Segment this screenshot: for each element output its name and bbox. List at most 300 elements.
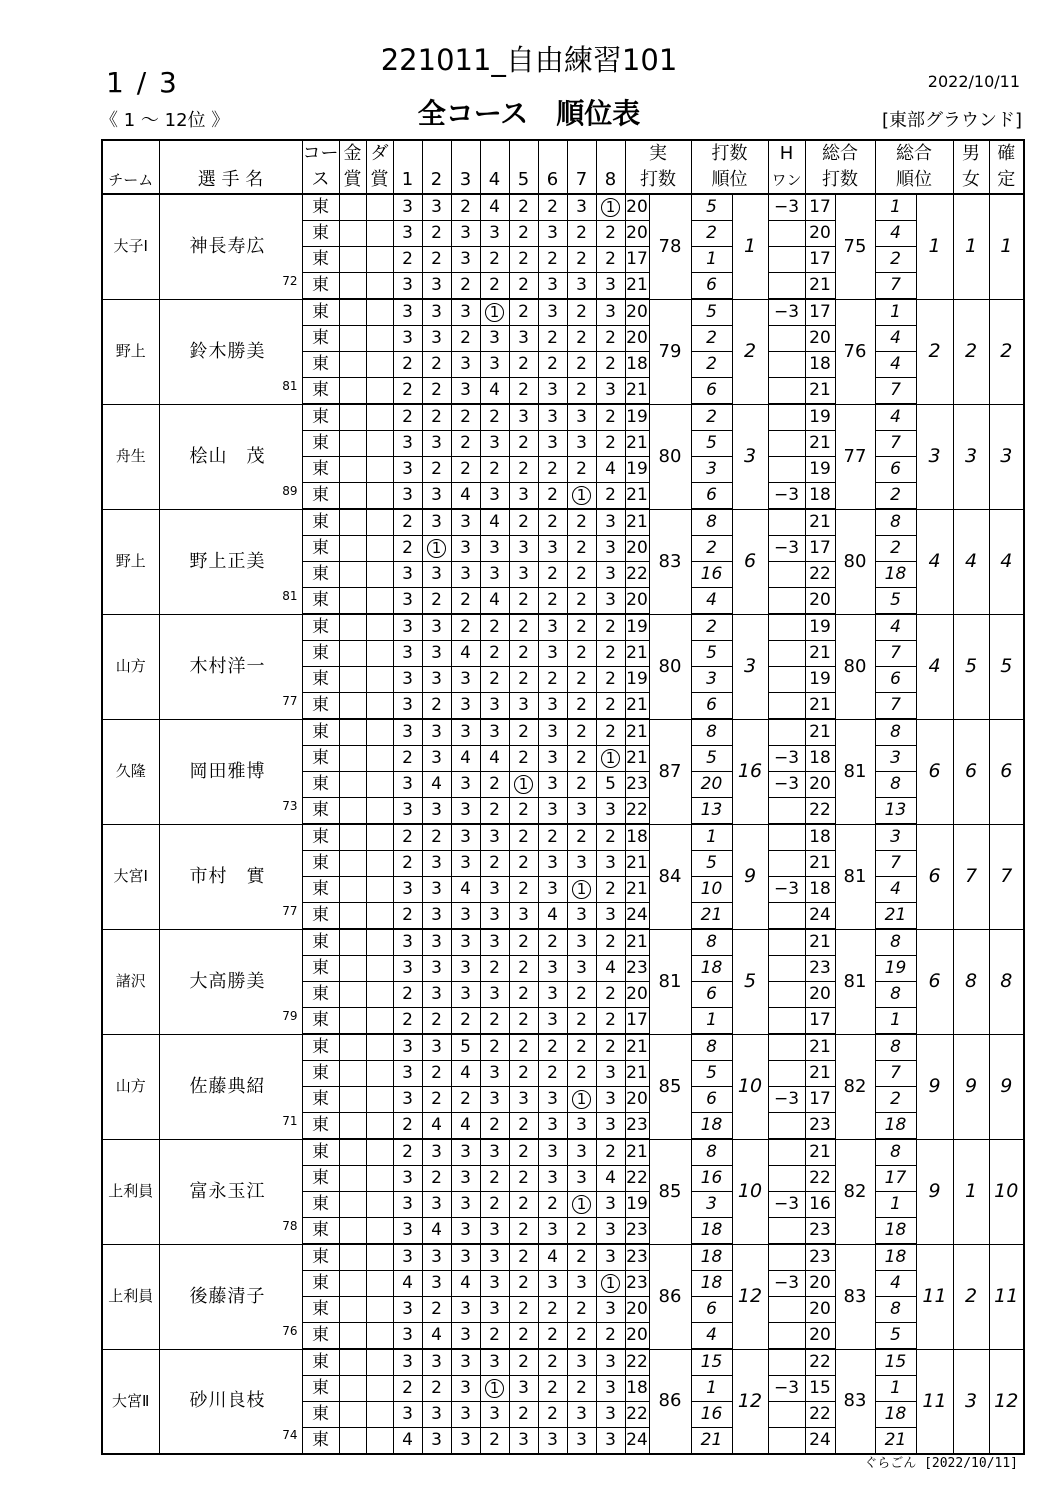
hole-score: [422, 1034, 451, 1061]
hole-in-one-bonus: [768, 614, 805, 641]
hole-score-value: 2: [402, 407, 413, 427]
hole-score: [451, 903, 480, 930]
hole-score: [567, 404, 596, 431]
gold-award-cell: [339, 982, 366, 1008]
hole-score-value: 2: [518, 853, 529, 873]
gold-award-cell: [339, 273, 366, 300]
hole-score: [567, 641, 596, 667]
round-rank: 3: [691, 667, 732, 693]
hole-score-value: 2: [518, 302, 529, 322]
hole-score-value: 3: [431, 512, 442, 532]
round-rank: 6: [691, 693, 732, 720]
hole-score-value: 3: [605, 380, 616, 400]
sex-rank: 2: [953, 299, 989, 404]
total-strokes: 80: [835, 614, 875, 719]
hole-score: [480, 614, 509, 641]
hole-score-value: 2: [547, 1352, 558, 1372]
hole-score-value: 2: [518, 1325, 529, 1345]
gold-award-cell: [339, 614, 366, 641]
table-header: [102, 140, 1024, 194]
total-strokes: 81: [835, 824, 875, 929]
actual-strokes: 87: [649, 719, 691, 824]
hole-score-value: 3: [402, 485, 413, 505]
round-strokes: 20: [625, 326, 649, 352]
gold-award-cell: [339, 877, 366, 903]
hole-score-value: 2: [402, 512, 413, 532]
hole-score-value: 3: [402, 275, 413, 295]
hole-score: [451, 1349, 480, 1376]
actual-strokes: 83: [649, 509, 691, 614]
hole-score: [393, 431, 422, 457]
hole-score-value: 3: [460, 1404, 471, 1424]
hole-score: [393, 404, 422, 431]
hole-score-value: 3: [431, 958, 442, 978]
gold-award-cell: [339, 378, 366, 405]
hole-score: [393, 1192, 422, 1218]
hole-score: [393, 1297, 422, 1323]
stroke-rank: 10: [732, 1139, 768, 1244]
hole-score-value: 3: [431, 748, 442, 768]
hole-score-value: 3: [431, 1037, 442, 1057]
hole-score-value: 3: [402, 1352, 413, 1372]
hole-score: [451, 877, 480, 903]
round-total: 17: [805, 299, 835, 326]
hole-score-value: 3: [605, 1194, 616, 1214]
hole-score: [538, 1323, 567, 1350]
hole-score: [393, 719, 422, 746]
hole-score-value: 3: [518, 485, 529, 505]
hole-score-value: 2: [460, 197, 471, 217]
player-cell: [159, 1349, 302, 1454]
hole-score: [567, 1166, 596, 1192]
hole-score-value: 3: [576, 275, 587, 295]
gold-award-cell: [339, 772, 366, 798]
round-total-rank: 4: [875, 221, 916, 247]
hole-score: [538, 903, 567, 930]
hole-score: [393, 509, 422, 536]
gold-award-cell: [339, 929, 366, 956]
hole-score-value: 2: [605, 249, 616, 269]
hole-score: [596, 326, 625, 352]
player-header: 選 手 名: [159, 167, 302, 194]
total-strokes: 81: [835, 929, 875, 1034]
hole-score-value: 2: [402, 905, 413, 925]
hole-score: [393, 326, 422, 352]
hole-score-value: 3: [402, 564, 413, 584]
hole-in-one-bonus: [768, 378, 805, 405]
total-strokes: 75: [835, 194, 875, 299]
hole-score-value: 2: [547, 485, 558, 505]
hole-score: [509, 877, 538, 903]
hole-score-value: 5: [460, 1037, 471, 1057]
round-total-rank: 8: [875, 982, 916, 1008]
round-strokes: 22: [625, 798, 649, 825]
hole-score: [393, 536, 422, 562]
course-cell: 東: [302, 614, 339, 641]
hole-score-value: 3: [489, 1299, 500, 1319]
actual-strokes: 79: [649, 299, 691, 404]
hole-score-value: 2: [431, 407, 442, 427]
hole-score: [596, 299, 625, 326]
course-cell: 東: [302, 798, 339, 825]
hole-score-value: 3: [605, 1299, 616, 1319]
hole-score: [596, 1192, 625, 1218]
table-row: [102, 1139, 1024, 1166]
gold-award-cell: [339, 1402, 366, 1428]
hole-score: [451, 404, 480, 431]
total-rank: 6: [916, 719, 953, 824]
hole-in-one-header-2: ワン: [768, 167, 805, 194]
hole-in-one-bonus: [768, 1428, 805, 1455]
round-rank: 10: [691, 877, 732, 903]
hole-score-value: 2: [576, 722, 587, 742]
hole-score-value: 4: [605, 958, 616, 978]
hole-score: [509, 378, 538, 405]
hole-score-value: 2: [576, 748, 587, 768]
hole-score: [480, 772, 509, 798]
hole-score: [538, 352, 567, 378]
da-award-cell: [366, 1244, 393, 1271]
hole-score: [538, 326, 567, 352]
document-title: 221011_自由練習101: [380, 43, 678, 77]
hole-score: [480, 956, 509, 982]
da-award-cell: [366, 956, 393, 982]
hole-score-value: 2: [431, 1378, 442, 1398]
course-cell: 東: [302, 746, 339, 772]
hole-score: [567, 798, 596, 825]
hole-score: [596, 352, 625, 378]
round-rank: 21: [691, 903, 732, 930]
round-rank: 18: [691, 956, 732, 982]
hole-in-one-mark: 1: [601, 1274, 620, 1293]
hole-score: [451, 693, 480, 720]
hole-score-value: 3: [489, 1063, 500, 1083]
hole-score: [538, 221, 567, 247]
hole-score: [393, 1061, 422, 1087]
hole-score: [393, 641, 422, 667]
hole-score: [480, 326, 509, 352]
hole-score: [538, 798, 567, 825]
hole-score-value: 2: [605, 328, 616, 348]
hole-score: [393, 457, 422, 483]
hole-score: [422, 1192, 451, 1218]
hole-score-value: 2: [576, 302, 587, 322]
round-strokes: 20: [625, 1297, 649, 1323]
team-name: 舟生: [102, 404, 159, 509]
team-name: 大宮Ⅱ: [102, 1349, 159, 1454]
hole-in-one-mark: 1: [514, 775, 533, 794]
hole-score: [596, 457, 625, 483]
hole-score: [393, 1271, 422, 1297]
hole-score: [567, 1061, 596, 1087]
hole-score: [451, 588, 480, 615]
round-total-rank: 4: [875, 352, 916, 378]
hole-score-value: 2: [402, 538, 413, 558]
hole-score: [422, 326, 451, 352]
hole-header: 5: [509, 167, 538, 194]
hole-score-value: 3: [402, 879, 413, 899]
hole-score: [422, 1061, 451, 1087]
round-strokes: 17: [625, 1008, 649, 1035]
round-total: 21: [805, 851, 835, 877]
total-rank: 4: [916, 614, 953, 719]
hole-score-value: 2: [605, 433, 616, 453]
hole-in-one-bonus: [768, 588, 805, 615]
stroke-rank-header: 打数: [691, 140, 768, 167]
hole-score-value: 3: [402, 722, 413, 742]
team-name: 大宮Ⅰ: [102, 824, 159, 929]
gold-award-cell: [339, 326, 366, 352]
round-rank: 6: [691, 1297, 732, 1323]
round-rank: 4: [691, 588, 732, 615]
hole-score: [422, 903, 451, 930]
round-rank: 18: [691, 1218, 732, 1245]
hole-score: [567, 1297, 596, 1323]
hole-score-value: 3: [489, 433, 500, 453]
hole-score: [480, 1139, 509, 1166]
hole-score-value: 3: [402, 590, 413, 610]
hole-score: [538, 641, 567, 667]
hole-score: [509, 431, 538, 457]
gold-award-cell: [339, 1244, 366, 1271]
hole-score: [567, 588, 596, 615]
hole-header: 4: [480, 167, 509, 194]
hole-score: [567, 929, 596, 956]
final-rank-header: 確: [989, 140, 1024, 167]
hole-score: [480, 588, 509, 615]
gold-award-cell: [339, 457, 366, 483]
hole-score-value: 3: [547, 617, 558, 637]
hole-score: [538, 824, 567, 851]
hole-score: [393, 1008, 422, 1035]
hole-score: [451, 982, 480, 1008]
round-total-rank: 4: [875, 877, 916, 903]
hole-score: [480, 824, 509, 851]
player-age: 77: [282, 693, 298, 708]
hole-in-one-mark: 1: [572, 880, 591, 899]
course-header-2: ス: [302, 167, 339, 194]
hole-score: [567, 273, 596, 300]
hole-score: [480, 719, 509, 746]
round-total-rank: 5: [875, 588, 916, 615]
round-total: 21: [805, 1034, 835, 1061]
hole-in-one-mark: 1: [485, 303, 504, 322]
hole-in-one-bonus: −3: [768, 194, 805, 221]
da-award-cell: [366, 1271, 393, 1297]
round-strokes: 21: [625, 746, 649, 772]
course-cell: 東: [302, 247, 339, 273]
table-row: [102, 929, 1024, 956]
hole-score: [509, 1376, 538, 1402]
hole-score: [480, 982, 509, 1008]
hole-score-value: 3: [460, 1220, 471, 1240]
hole-score-value: 3: [402, 1168, 413, 1188]
hole-in-one-bonus: [768, 1034, 805, 1061]
hole-score-value: 3: [489, 1352, 500, 1372]
hole-score: [596, 1139, 625, 1166]
hole-score: [393, 1087, 422, 1113]
player-cell: [159, 404, 302, 509]
hole-score: [567, 536, 596, 562]
round-total-rank: 4: [875, 326, 916, 352]
team-name: 久隆: [102, 719, 159, 824]
hole-in-one-mark: 1: [427, 539, 446, 558]
hole-score: [596, 1271, 625, 1297]
hole-in-one-bonus: [768, 956, 805, 982]
hole-score-value: 3: [460, 800, 471, 820]
hole-in-one-bonus: [768, 667, 805, 693]
stroke-rank-header-2: 順位: [691, 167, 768, 194]
hole-score: [422, 247, 451, 273]
round-rank: 3: [691, 457, 732, 483]
hole-score-value: 2: [431, 223, 442, 243]
hole-score-value: 2: [518, 1404, 529, 1424]
hole-score-value: 3: [605, 590, 616, 610]
hole-score: [567, 1218, 596, 1245]
gold-award-cell: [339, 221, 366, 247]
round-total-rank: 1: [875, 1008, 916, 1035]
hole-score: [567, 247, 596, 273]
round-rank: 2: [691, 352, 732, 378]
hole-score-value: 2: [576, 223, 587, 243]
hole-score-value: 3: [431, 1142, 442, 1162]
hole-score: [480, 1192, 509, 1218]
hole-score: [480, 798, 509, 825]
hole-score: [422, 824, 451, 851]
gold-award-cell: [339, 693, 366, 720]
hole-score: [509, 588, 538, 615]
hole-score-value: 2: [518, 1142, 529, 1162]
hole-in-one-bonus: [768, 693, 805, 720]
hole-score-value: 3: [576, 958, 587, 978]
round-total: 21: [805, 719, 835, 746]
da-award-cell: [366, 588, 393, 615]
hole-score: [538, 562, 567, 588]
round-rank: 1: [691, 1008, 732, 1035]
hole-score-value: 2: [460, 407, 471, 427]
hole-score: [451, 1008, 480, 1035]
player-name: 富永玉江: [189, 1180, 266, 1202]
hole-score-value: 3: [460, 1299, 471, 1319]
hole-score-value: 4: [489, 197, 500, 217]
hole-in-one-bonus: [768, 824, 805, 851]
hole-score: [422, 378, 451, 405]
hole-score-value: 2: [547, 459, 558, 479]
hole-score: [480, 641, 509, 667]
player-name: 鈴木勝美: [189, 340, 266, 362]
hole-score: [393, 1376, 422, 1402]
hole-score-value: 3: [489, 695, 500, 715]
hole-score: [480, 194, 509, 221]
hole-score: [538, 1218, 567, 1245]
hole-score: [596, 273, 625, 300]
hole-score: [509, 1113, 538, 1140]
hole-score-value: 2: [518, 1352, 529, 1372]
sex-rank: 3: [953, 1349, 989, 1454]
hole-score: [567, 483, 596, 510]
hole-score: [451, 956, 480, 982]
hole-score-value: 2: [402, 1142, 413, 1162]
hole-score: [538, 1349, 567, 1376]
final-rank: 6: [989, 719, 1024, 824]
hole-score: [509, 719, 538, 746]
hole-score: [393, 194, 422, 221]
hole-score: [567, 903, 596, 930]
hole-score-value: 2: [489, 249, 500, 269]
hole-score-value: 2: [460, 617, 471, 637]
actual-strokes: 80: [649, 614, 691, 719]
hole-score-value: 2: [547, 1037, 558, 1057]
course-cell: 東: [302, 404, 339, 431]
hole-score-value: 2: [518, 932, 529, 952]
hole-score-value: 3: [605, 512, 616, 532]
hole-score-value: 2: [489, 1115, 500, 1135]
da-award-cell: [366, 1113, 393, 1140]
hole-score-value: 2: [489, 1325, 500, 1345]
round-total-rank: 8: [875, 1034, 916, 1061]
rank-range: 《 1 ～ 12位 》: [100, 110, 230, 131]
round-total: 17: [805, 1008, 835, 1035]
hole-score-value: 4: [402, 1430, 413, 1450]
hole-in-one-bonus: [768, 404, 805, 431]
hole-score: [509, 903, 538, 930]
team-name: 山方: [102, 1034, 159, 1139]
hole-score: [596, 588, 625, 615]
hole-score-value: 3: [460, 1142, 471, 1162]
venue: [東部グラウンド]: [881, 110, 1022, 131]
hole-score-value: 2: [518, 1220, 529, 1240]
final-rank: 1: [989, 194, 1024, 299]
hole-score: [538, 746, 567, 772]
round-rank: 6: [691, 378, 732, 405]
hole-score-value: 3: [489, 932, 500, 952]
da-award-cell: [366, 247, 393, 273]
hole-score-value: 4: [489, 590, 500, 610]
hole-score: [422, 1349, 451, 1376]
hole-score-value: 2: [518, 1273, 529, 1293]
hole-score: [596, 431, 625, 457]
hole-in-one-bonus: [768, 1218, 805, 1245]
hole-score: [538, 431, 567, 457]
hole-score-value: 3: [431, 643, 442, 663]
hole-header: 6: [538, 167, 567, 194]
hole-score-value: 2: [460, 590, 471, 610]
round-strokes: 19: [625, 614, 649, 641]
stroke-rank: 10: [732, 1034, 768, 1139]
hole-score-value: 3: [431, 302, 442, 322]
hole-score: [422, 667, 451, 693]
hole-score-value: 3: [547, 275, 558, 295]
hole-score: [509, 798, 538, 825]
player-cell: [159, 299, 302, 404]
hole-score-value: 3: [576, 1142, 587, 1162]
hole-score-value: 2: [402, 748, 413, 768]
gold-award-cell: [339, 1297, 366, 1323]
round-total-rank: 8: [875, 929, 916, 956]
hole-score: [480, 299, 509, 326]
hole-score-value: 4: [431, 1220, 442, 1240]
course-cell: 東: [302, 1376, 339, 1402]
gold-award-cell: [339, 851, 366, 877]
hole-score-value: 4: [460, 1273, 471, 1293]
hole-in-one-bonus: [768, 247, 805, 273]
sex-rank: 2: [953, 1244, 989, 1349]
total-rank-header: 総合: [875, 140, 953, 167]
hole-score: [509, 194, 538, 221]
player-cell: [159, 1244, 302, 1349]
sex-rank: 5: [953, 614, 989, 719]
table-row: [102, 614, 1024, 641]
